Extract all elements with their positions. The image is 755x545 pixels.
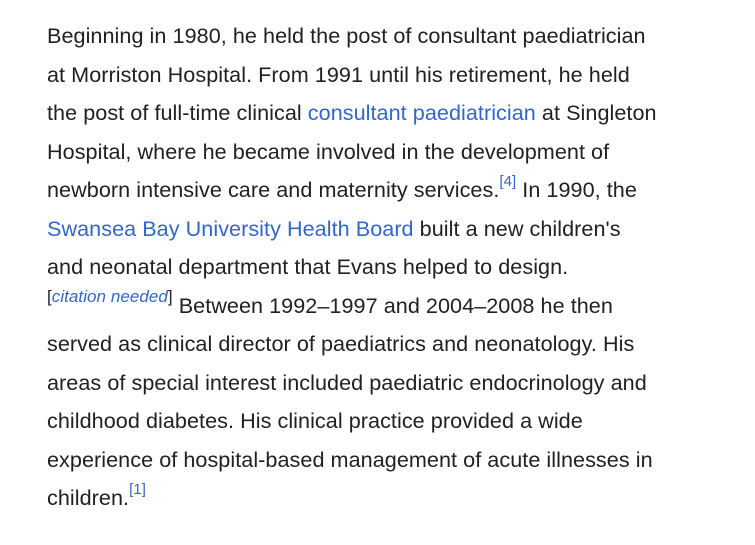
paragraph-line xyxy=(47,133,737,172)
health-board-link[interactable]: Swansea Bay University Health Board xyxy=(47,215,414,241)
paragraph-text: experience of hospital-based management of acute illnesses in xyxy=(47,446,653,472)
citation-bracket-close: ] xyxy=(167,287,173,307)
paragraph-text: newborn intensive care and maternity services. xyxy=(47,177,500,202)
reference-4 xyxy=(499,173,516,190)
paragraph-line xyxy=(47,287,737,326)
reference-1 xyxy=(129,481,146,498)
paragraph-line xyxy=(47,479,737,518)
paragraph-text: Between 1992–1997 and 2004–2008 he then xyxy=(172,292,613,318)
paragraph-text: the post of full-time clinical xyxy=(47,100,308,125)
paragraph-text: children. xyxy=(47,485,130,510)
article-paragraph xyxy=(47,17,737,518)
citation-needed-link[interactable]: citation needed xyxy=(51,287,168,307)
paragraph-text: In 1990, the xyxy=(516,177,637,202)
paragraph-line xyxy=(47,325,737,364)
paragraph-text: built a new children's xyxy=(413,215,621,241)
paragraph-line xyxy=(47,171,737,210)
paragraph-text: childhood diabetes. His clinical practice provided a wide xyxy=(47,408,583,433)
paragraph-line xyxy=(47,56,737,95)
paragraph-text: Beginning in 1980, he held the post of consultant paediatrician xyxy=(47,23,646,48)
paragraph-line xyxy=(47,402,737,441)
paragraph-line xyxy=(47,17,737,56)
reference-1-link[interactable]: [1] xyxy=(129,480,146,498)
paragraph-line xyxy=(47,248,737,287)
reference-4-link[interactable]: [4] xyxy=(499,172,517,190)
paragraph-line xyxy=(47,441,737,480)
citation-needed-tag xyxy=(47,287,173,306)
paragraph-text: and neonatal department that Evans helped to design. xyxy=(47,254,569,279)
paragraph-line xyxy=(47,364,737,403)
paragraph-text: areas of special interest included paediatric endocrinology and xyxy=(47,369,647,395)
paragraph-line xyxy=(47,94,737,133)
paragraph-text: at Singleton xyxy=(535,100,657,125)
paragraph-text: served as clinical director of paediatrics and neonatology. His xyxy=(47,331,635,356)
citation-bracket-open: [ xyxy=(47,287,52,307)
paragraph-text: Hospital, where he became involved in the development of xyxy=(47,138,610,164)
paragraph-text: at Morriston Hospital. From 1991 until his retirement, he held xyxy=(47,61,630,87)
paragraph-line xyxy=(47,210,737,249)
consultant-paediatrician-link[interactable]: consultant paediatrician xyxy=(307,100,536,125)
